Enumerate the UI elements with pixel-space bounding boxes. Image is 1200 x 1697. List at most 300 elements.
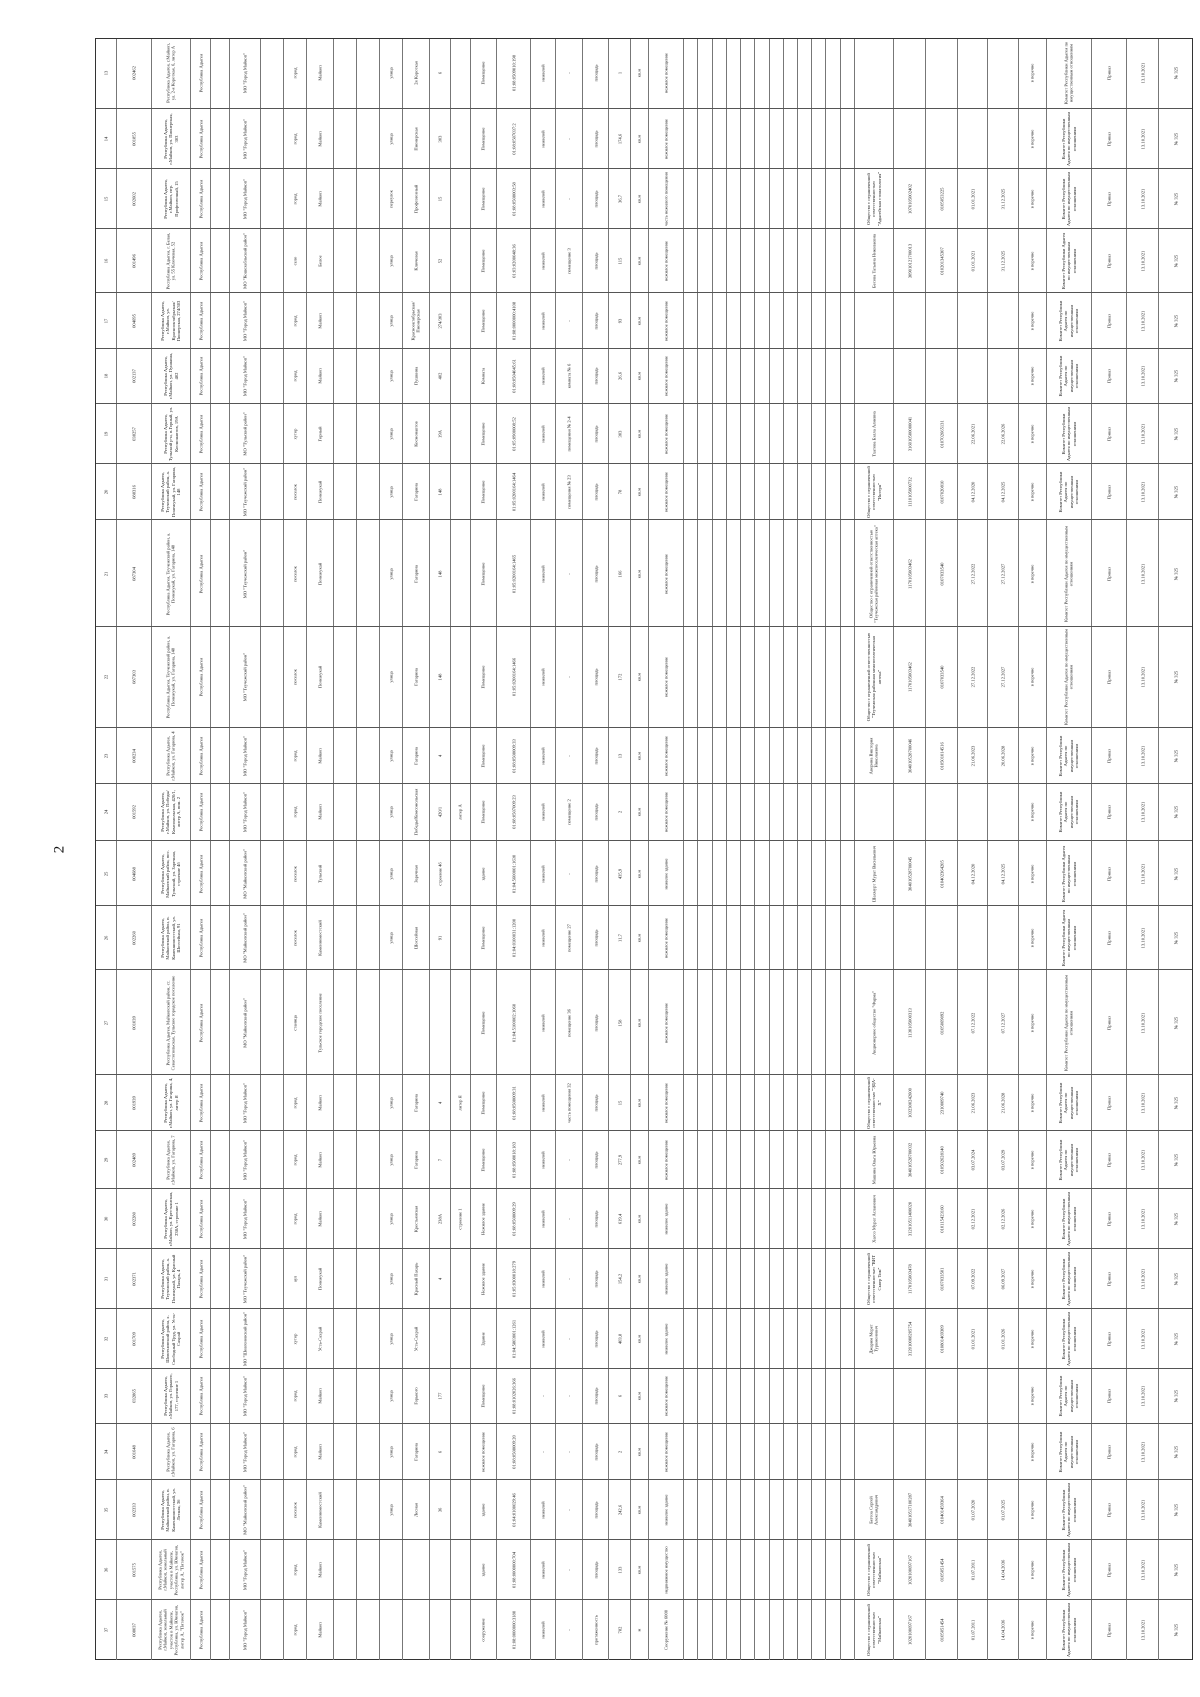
cell-text: 02.12.2026 <box>1000 1208 1006 1229</box>
cell-text: 37 <box>103 1627 109 1633</box>
cell-text: 04.12.2020 <box>970 481 976 503</box>
cell-text: кв.м <box>636 569 642 578</box>
cell-date <box>1126 1075 1158 1131</box>
cell-text: № 325 <box>1172 428 1178 441</box>
cell-text: 14.04.2036 <box>1000 1619 1006 1641</box>
cell-b6 <box>754 464 768 520</box>
cell-b10 <box>811 1540 825 1600</box>
cell-text: в перечне <box>1029 1269 1035 1288</box>
cell-b4 <box>726 906 740 970</box>
cell-text: - <box>566 1337 572 1340</box>
cell-text: Комитет Республики Адыгея по имущественным отношениям <box>1060 1542 1077 1598</box>
cell-blank1 <box>260 293 283 349</box>
cell-text: МО "Теучежский район" <box>242 467 248 517</box>
cell-text: 6 <box>437 1450 443 1454</box>
cell-text: МО "Город Майкоп" <box>242 118 248 159</box>
cell-b12 <box>840 1249 854 1309</box>
cell-text: Приказ <box>1106 1015 1112 1030</box>
cell-text: 35 <box>103 1507 109 1513</box>
cell-text: 22.06.2026 <box>1000 423 1006 445</box>
cell-street-type <box>379 39 402 108</box>
cell-num <box>96 39 116 108</box>
cell-text: - <box>566 1277 572 1280</box>
cell-text: площадь <box>592 312 598 330</box>
cell-street <box>402 1600 429 1660</box>
cell-text: 01.07.2011 <box>970 1619 976 1641</box>
cell-text: Республика Адыгея <box>197 1259 203 1298</box>
cell-authority <box>1046 1075 1090 1131</box>
cell-blank1 <box>260 906 283 970</box>
cell-settlement-type <box>283 39 306 108</box>
cell-text: город <box>292 1390 298 1402</box>
cell-date-start <box>957 169 987 229</box>
cell-text: Бесова Татьяна Николаевна <box>871 233 877 288</box>
cell-b8 <box>783 1309 797 1369</box>
table-row <box>96 1074 1192 1131</box>
cell-b2 <box>697 1075 711 1131</box>
cell-text: 088316 <box>131 485 137 500</box>
cell-b4 <box>726 1131 740 1189</box>
cell-doc-no <box>1158 1540 1192 1600</box>
cell-house <box>429 1369 450 1425</box>
cell-text: 13.10.2021 <box>1139 423 1145 445</box>
cell-ogrn <box>893 1075 925 1131</box>
cell-blank1 <box>260 464 283 520</box>
table-row <box>96 1539 1192 1600</box>
cell-text: Понежукай <box>317 1267 323 1290</box>
cell-text: нежилой <box>540 129 546 148</box>
cell-text: Бегоза Сергей Александрович <box>868 1494 879 1526</box>
cell-object-type <box>470 404 497 464</box>
cell-text: 002137 <box>131 369 137 384</box>
cell-code <box>116 404 152 464</box>
cell-object-type <box>470 1480 497 1540</box>
cell-region <box>190 1540 210 1600</box>
cell-b1 <box>683 1369 697 1425</box>
cell-street <box>402 1540 429 1600</box>
cell-settlement <box>306 1600 333 1660</box>
cell-b4 <box>726 627 740 728</box>
cell-authority <box>1046 1131 1090 1189</box>
cell-text: Комитет Республики Адыгея по имущественным отношениям <box>1060 1191 1077 1246</box>
cell-text: Приказ <box>1106 1331 1112 1346</box>
cell-settlement <box>306 109 333 169</box>
cell-text: в перечне <box>1029 311 1035 331</box>
cell-text: 001939 <box>131 1095 137 1110</box>
cell-text: 13.10.2021 <box>1139 250 1145 272</box>
cell-purpose <box>530 404 555 464</box>
cell-street <box>402 1131 429 1189</box>
cell-text: Приказ <box>1106 1562 1112 1578</box>
cell-text: 21 <box>103 571 109 576</box>
cell-text: Майкоп <box>317 313 323 329</box>
cell-text: 435,9 <box>616 868 622 879</box>
cell-text: Помещение <box>480 249 486 273</box>
cell-text: Шахмурт Мурат Васильевич <box>871 845 877 902</box>
cell-text: МО "Кошехабльский район" <box>242 232 248 289</box>
cell-address <box>151 1131 190 1189</box>
cell-text: 01:04:5600001:1630 <box>511 854 516 893</box>
cell-text: 177 <box>437 1392 443 1400</box>
cell-text: Приказ <box>1106 930 1112 945</box>
cell-house-extra <box>450 1369 470 1425</box>
cell-settlement-type <box>283 1600 306 1660</box>
cell-right <box>1091 109 1127 169</box>
cell-b12 <box>840 1189 854 1249</box>
cell-holder <box>854 109 893 169</box>
cell-settlement-type <box>283 404 306 464</box>
cell-text: Республика Адыгея, г.Майкоп, земельный участок в Майкопе, Республика, ул. Юннатов, литер А, "Пятачок" <box>157 1604 185 1656</box>
cell-text: Хагсо Мурат Асланович <box>871 1194 877 1243</box>
cell-text: Республика Адыгея, г.Майкоп, ул. Пушкина, 402 <box>163 353 179 400</box>
cell-date-end <box>987 728 1017 784</box>
cell-text: Республика Адыгея <box>197 241 203 280</box>
cell-text: Горького <box>413 1387 419 1406</box>
cell-date-end <box>987 1309 1017 1369</box>
cell-text: МО "Город Майкоп" <box>242 792 248 833</box>
cell-text: 13.10.2021 <box>1139 563 1145 584</box>
cell-text: Ключевая <box>413 251 419 271</box>
cell-b5 <box>740 906 754 970</box>
cell-b4 <box>726 784 740 842</box>
cell-date-start <box>957 1131 987 1189</box>
cell-text: площадь <box>592 130 598 148</box>
cell-blank2 <box>333 39 356 108</box>
cell-text: Комитет Республики Адыгея по имущественным отношениям <box>1058 1431 1080 1473</box>
cell-text: Приказ <box>1106 369 1112 384</box>
cell-b10 <box>811 1369 825 1425</box>
cell-date <box>1126 784 1158 842</box>
cell-text: улица <box>388 67 394 79</box>
cell-holder <box>854 229 893 293</box>
cell-status <box>1018 404 1046 464</box>
cell-b8 <box>783 1480 797 1540</box>
cell-text: Майкоп <box>317 1562 323 1578</box>
cell-text: Республика Адыгея, г.Майкоп, ул. Горького, 177, строение 1 <box>163 1373 179 1420</box>
cell-text: 6 <box>616 1395 622 1398</box>
cell-text: 14.04.2036 <box>1000 1559 1006 1581</box>
cell-text: кв.м <box>636 316 642 325</box>
cell-text: комната № 6 <box>566 364 572 389</box>
cell-text: 010115423160 <box>938 1204 944 1233</box>
cell-date <box>1126 293 1158 349</box>
cell-authority <box>1046 1424 1090 1480</box>
cell-text: 6 <box>437 72 443 75</box>
cell-b2 <box>697 109 711 169</box>
cell-text: нежилой <box>540 312 546 330</box>
cell-area <box>608 1075 629 1131</box>
cell-text: площадь <box>592 367 598 385</box>
cell-text: Республика Адыгея <box>197 1610 203 1650</box>
cell-b9 <box>797 1424 811 1480</box>
cell-b3 <box>712 1189 726 1249</box>
cell-right <box>1091 229 1127 293</box>
cell-date <box>1126 1424 1158 1480</box>
cell-b2 <box>697 1369 711 1425</box>
cell-blank1 <box>260 1480 283 1540</box>
cell-text: город <box>292 807 298 818</box>
cell-b10 <box>811 627 825 728</box>
cell-b11 <box>825 464 839 520</box>
cell-blank3 <box>356 293 379 349</box>
cell-settlement <box>306 169 333 229</box>
cell-right <box>1091 1309 1127 1369</box>
cell-text: 28 <box>103 1100 109 1106</box>
cell-text: нежилое помещение <box>663 1376 669 1417</box>
cell-b8 <box>783 1369 797 1425</box>
cell-house-extra <box>450 520 470 627</box>
cell-object-name <box>648 1189 684 1249</box>
cell-settlement <box>306 293 333 349</box>
cell-b8 <box>783 464 797 520</box>
cell-b5 <box>740 728 754 784</box>
cell-b8 <box>783 404 797 464</box>
cell-b12 <box>840 1369 854 1425</box>
cell-room-number <box>555 906 582 970</box>
cell-text: 13.10.2021 <box>1139 667 1145 688</box>
cell-text: площадь <box>592 483 598 501</box>
cell-date-end <box>987 520 1017 627</box>
table-row <box>96 905 1192 970</box>
cell-text: Комитет Республики Адыгея по имущественным отношениям <box>1060 407 1077 462</box>
cell-text: № 325 <box>1172 671 1178 684</box>
cell-b7 <box>769 784 783 842</box>
cell-b7 <box>769 109 783 169</box>
cell-b4 <box>726 1249 740 1309</box>
cell-b6 <box>754 1249 768 1309</box>
cell-b4 <box>726 1480 740 1540</box>
cell-unit <box>630 906 648 970</box>
cell-text: Помещение <box>480 422 486 446</box>
cell-text: Республика Адыгея <box>197 1140 203 1179</box>
cell-b9 <box>797 293 811 349</box>
cell-b1 <box>683 728 697 784</box>
cell-text: 03.07.2024 <box>970 1149 976 1170</box>
cell-right <box>1091 293 1127 349</box>
cell-b1 <box>683 1189 697 1249</box>
cell-holder <box>854 1249 893 1309</box>
cell-text: Пионерская <box>413 126 419 151</box>
cell-cadastral <box>496 1480 530 1540</box>
cell-b4 <box>726 169 740 229</box>
cell-text: город <box>292 1564 298 1576</box>
cell-settlement <box>306 1075 333 1131</box>
cell-blank3 <box>356 906 379 970</box>
cell-text: улица <box>388 1153 394 1166</box>
cell-settlement-type <box>283 1540 306 1600</box>
cell-text: 11,7 <box>616 933 622 942</box>
cell-b12 <box>840 39 854 108</box>
cell-settlement-type <box>283 627 306 728</box>
cell-blank2 <box>333 109 356 169</box>
cell-text: - <box>566 319 572 322</box>
cell-b4 <box>726 520 740 627</box>
cell-text: - <box>540 1395 546 1398</box>
cell-text: Гагарина <box>413 1150 419 1169</box>
cell-purpose <box>530 1075 555 1131</box>
cell-b1 <box>683 1600 697 1660</box>
cell-inn <box>925 1480 957 1540</box>
cell-text: Джарим Мерет Туркменович <box>868 1323 879 1354</box>
cell-settlement <box>306 627 333 728</box>
cell-text: 004688 <box>131 866 137 881</box>
cell-b6 <box>754 1309 768 1369</box>
cell-b1 <box>683 404 697 464</box>
cell-holder <box>854 464 893 520</box>
cell-b2 <box>697 349 711 405</box>
cell-house-extra <box>450 1600 470 1660</box>
cell-blank2 <box>333 293 356 349</box>
cell-text: кв.м <box>636 933 642 943</box>
cell-date-start <box>957 1424 987 1480</box>
cell-text: МО "Шовгеновский район" <box>242 1311 248 1366</box>
cell-text: нежилое помещение <box>663 240 669 281</box>
cell-text: МО "Город Майкоп" <box>242 1549 248 1591</box>
cell-region <box>190 293 210 349</box>
cell-b5 <box>740 970 754 1075</box>
cell-inn <box>925 169 957 229</box>
cell-text: здание <box>480 1503 486 1517</box>
cell-cadastral <box>496 293 530 349</box>
cell-b1 <box>683 1480 697 1540</box>
cell-region <box>190 109 210 169</box>
cell-holder <box>854 1309 893 1369</box>
cell-b5 <box>740 1369 754 1425</box>
cell-num <box>96 728 116 784</box>
cell-cadastral <box>496 970 530 1075</box>
cell-b1 <box>683 841 697 905</box>
cell-code <box>116 1600 152 1660</box>
cell-street-type <box>379 1075 402 1131</box>
cell-num <box>96 1249 116 1309</box>
cell-b1 <box>683 1075 697 1131</box>
cell-text: 002260 <box>131 930 137 945</box>
cell-b5 <box>740 1480 754 1540</box>
cell-settlement-type <box>283 1131 306 1189</box>
cell-doc-no <box>1158 109 1192 169</box>
cell-b8 <box>783 1540 797 1600</box>
cell-text: Республика Адыгея <box>197 415 203 454</box>
cell-b11 <box>825 728 839 784</box>
cell-room-number <box>555 39 582 108</box>
cell-b3 <box>712 1480 726 1540</box>
cell-text: 4 <box>437 754 443 757</box>
cell-text: помещение 2 <box>566 799 572 826</box>
cell-b2 <box>697 464 711 520</box>
cell-text: Майкоп <box>317 65 323 81</box>
cell-unit <box>630 229 648 293</box>
cell-house <box>429 293 450 349</box>
cell-text: кв.м <box>636 1155 642 1164</box>
cell-room-number <box>555 1309 582 1369</box>
cell-text: 0107033540 <box>938 666 944 689</box>
cell-status <box>1018 1075 1046 1131</box>
cell-b3 <box>712 169 726 229</box>
cell-b9 <box>797 841 811 905</box>
cell-room-number <box>555 1480 582 1540</box>
cell-text: 420/1 <box>437 807 443 818</box>
cell-date-end <box>987 293 1017 349</box>
cell-text: площадь <box>592 803 598 822</box>
cell-region-type <box>210 349 230 405</box>
cell-text: Лесная <box>413 1503 419 1517</box>
cell-address <box>151 109 190 169</box>
cell-house <box>429 1131 450 1189</box>
cell-object-name <box>648 293 684 349</box>
cell-b3 <box>712 784 726 842</box>
cell-b5 <box>740 464 754 520</box>
cell-region-type <box>210 627 230 728</box>
cell-date-end <box>987 1540 1017 1600</box>
table-row <box>96 403 1192 464</box>
cell-text: МО "Майкопский район" <box>242 1485 248 1535</box>
cell-settlement <box>306 1540 333 1600</box>
cell-b11 <box>825 293 839 349</box>
cell-text: Республика Адыгея, Теучежский район, а. Понежукай, ул. Гагарина, 148 <box>160 467 182 518</box>
cell-text: помещения № 23 <box>566 475 572 509</box>
cell-text: площадь <box>592 1501 598 1519</box>
cell-text: 312010511400020 <box>906 1201 912 1236</box>
cell-inn <box>925 841 957 905</box>
cell-text: 13.10.2021 <box>1139 62 1145 84</box>
cell-text: Приказ <box>1106 427 1112 442</box>
cell-b7 <box>769 349 783 405</box>
cell-text: Республика Адыгея <box>197 1377 203 1416</box>
cell-region-type <box>210 1189 230 1249</box>
cell-b3 <box>712 520 726 627</box>
cell-text: 13.10.2021 <box>1139 1619 1145 1641</box>
cell-num <box>96 349 116 405</box>
cell-region-type <box>210 293 230 349</box>
cell-blank2 <box>333 1075 356 1131</box>
cell-b12 <box>840 109 854 169</box>
cell-house-extra <box>450 1249 470 1309</box>
cell-text: Республика Адыгея <box>197 357 203 396</box>
cell-date-end <box>987 627 1017 728</box>
cell-text: 1032300242600 <box>906 1087 912 1118</box>
cell-text: улица <box>388 255 394 267</box>
cell-b6 <box>754 728 768 784</box>
cell-room-number <box>555 841 582 905</box>
cell-house-extra <box>450 1480 470 1540</box>
cell-text: в перечне <box>1029 1209 1035 1228</box>
cell-text: 06.09.2027 <box>1000 1268 1006 1289</box>
cell-text: 13 <box>103 70 109 76</box>
cell-b6 <box>754 1369 768 1425</box>
cell-house <box>429 464 450 520</box>
cell-inn <box>925 464 957 520</box>
cell-text: площадь <box>592 668 598 687</box>
cell-date-start <box>957 464 987 520</box>
cell-unit <box>630 404 648 464</box>
cell-text: МО "Город Майкоп" <box>242 735 248 776</box>
cell-text: Республика Адыгея <box>197 179 203 218</box>
cell-region-type <box>210 728 230 784</box>
cell-text: Помещение <box>480 1384 486 1408</box>
cell-street-type <box>379 229 402 293</box>
cell-house-extra <box>450 784 470 842</box>
cell-text: 316010500000041 <box>906 417 912 452</box>
cell-text: 2 <box>616 811 622 814</box>
cell-holder <box>854 349 893 405</box>
cell-doc-no <box>1158 1309 1192 1369</box>
cell-text: площадь <box>592 865 598 883</box>
cell-street <box>402 109 429 169</box>
cell-holder <box>854 1369 893 1425</box>
cell-object-type <box>470 349 497 405</box>
cell-text: улица <box>388 1390 394 1403</box>
cell-text: 1170105003462 <box>906 558 912 589</box>
